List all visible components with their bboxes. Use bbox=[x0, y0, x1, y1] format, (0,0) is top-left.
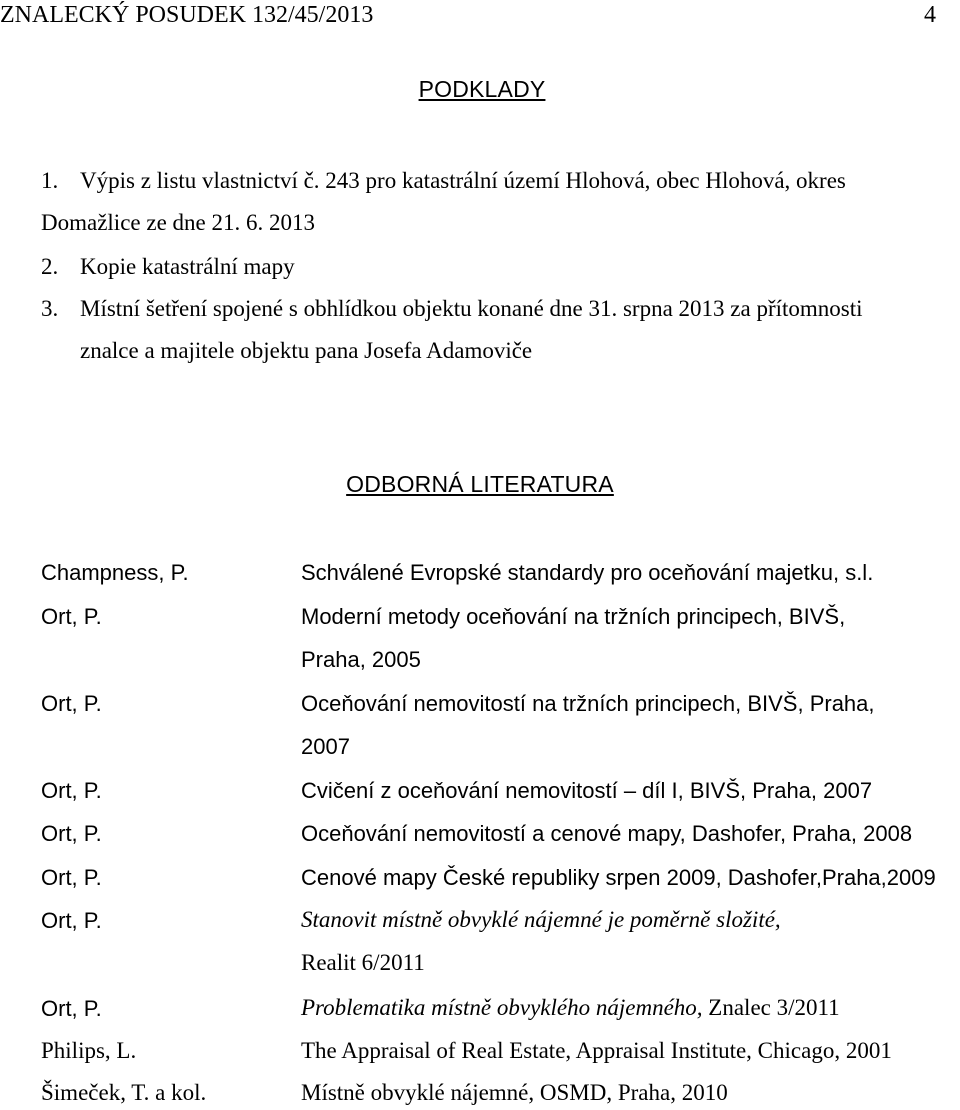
list-item-number: 2. bbox=[41, 254, 59, 279]
entry-author: Champness, P. bbox=[41, 560, 189, 585]
list-item-text-continued: Domažlice ze dne 21. 6. 2013 bbox=[41, 210, 315, 235]
entry-title: Moderní metody oceňování na tržních principech, BIVŠ, bbox=[301, 604, 846, 629]
list-item-number: 3. bbox=[41, 296, 59, 321]
list-item-text: Kopie katastrální mapy bbox=[80, 254, 295, 279]
page-number: 4 bbox=[924, 2, 936, 28]
entry-author: Ort, P. bbox=[41, 908, 102, 933]
entry-title-italic: Problematika místně obvyklého nájemného, bbox=[301, 995, 703, 1020]
list-item-text-continued: znalce a majitele objektu pana Josefa Adamoviče bbox=[80, 338, 533, 363]
entry-title-continued: 2007 bbox=[301, 734, 350, 759]
entry-title-italic: Stanovit místně obvyklé nájemné je poměrně složité, bbox=[301, 907, 781, 932]
podklady-heading: PODKLADY bbox=[418, 76, 546, 102]
entry-title: Cvičení z oceňování nemovitostí – díl I, BIVŠ, Praha, 2007 bbox=[301, 778, 873, 803]
entry-title-rest: Znalec 3/2011 bbox=[702, 995, 840, 1020]
entry-title-continued: Praha, 2005 bbox=[301, 647, 421, 672]
entry-title: Místně obvyklé nájemné, OSMD, Praha, 2010 bbox=[301, 1080, 728, 1105]
list-item-text: Místní šetření spojené s obhlídkou objektu konané dne 31. srpna 2013 za přítomnosti bbox=[80, 296, 863, 321]
entry-title: The Appraisal of Real Estate, Appraisal Institute, Chicago, 2001 bbox=[301, 1038, 892, 1063]
entry-title: Oceňování nemovitostí a cenové mapy, Dashofer, Praha, 2008 bbox=[301, 821, 913, 846]
entry-title: Schválené Evropské standardy pro oceňování majetku, s.l. bbox=[301, 560, 874, 585]
entry-title-line bbox=[301, 995, 840, 1021]
entry-author: Ort, P. bbox=[41, 865, 102, 890]
entry-author: Ort, P. bbox=[41, 996, 102, 1021]
entry-title-rest: Realit 6/2011 bbox=[301, 950, 425, 975]
entry-title: Cenové mapy České republiky srpen 2009, Dashofer,Praha,2009 bbox=[301, 865, 936, 890]
document-header-title: ZNALECKÝ POSUDEK 132/45/2013 bbox=[0, 2, 374, 28]
list-item-number: 1. bbox=[41, 168, 59, 193]
entry-author: Ort, P. bbox=[41, 691, 102, 716]
entry-author: Ort, P. bbox=[41, 778, 102, 803]
list-item-text: Výpis z listu vlastnictví č. 243 pro katastrální území Hlohová, obec Hlohová, okres bbox=[80, 168, 846, 193]
literatura-heading: ODBORNÁ LITERATURA bbox=[346, 471, 614, 497]
entry-author: Ort, P. bbox=[41, 604, 102, 629]
entry-author: Šimeček, T. a kol. bbox=[41, 1080, 207, 1105]
entry-author: Philips, L. bbox=[41, 1038, 137, 1063]
entry-author: Ort, P. bbox=[41, 821, 102, 846]
entry-title: Oceňování nemovitostí na tržních principech, BIVŠ, Praha, bbox=[301, 691, 875, 716]
